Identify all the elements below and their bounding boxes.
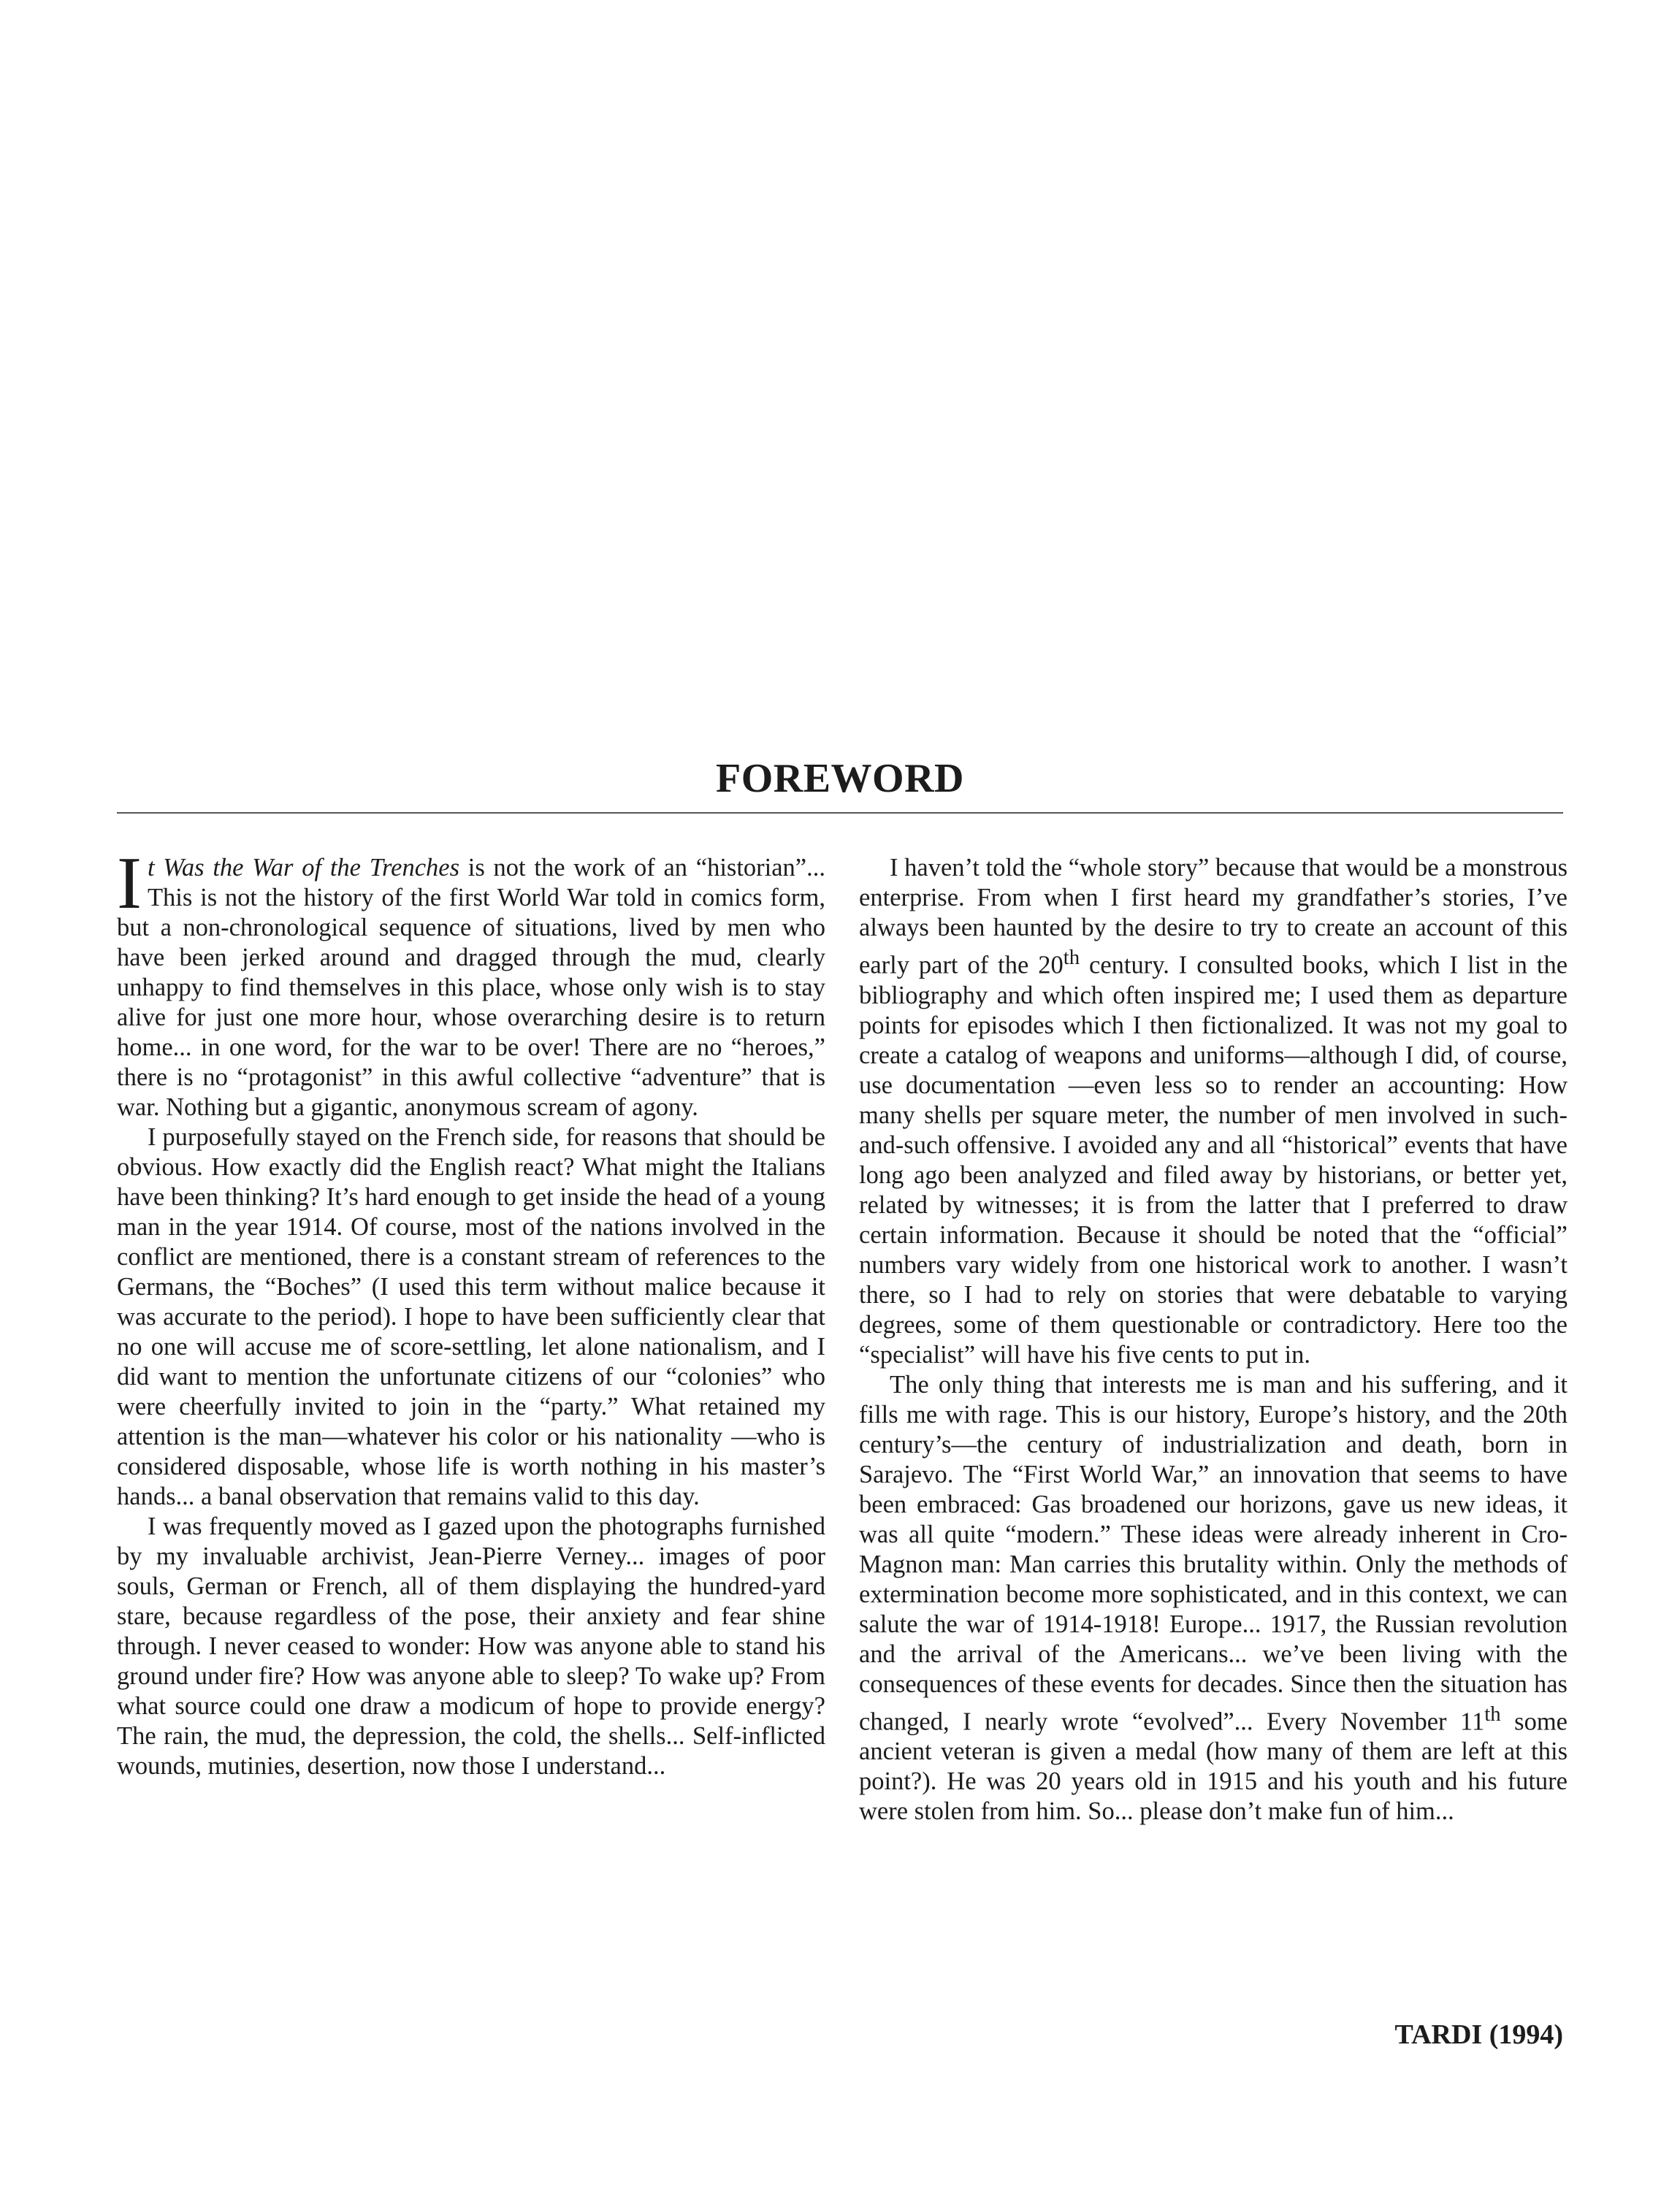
paragraph-3: I was frequently moved as I gazed upon the photographs furnished by my invaluable archivist, Jean-Pierre Verney... images of poor souls, German or French, all of them displaying the hundred-yard stare, because regardless of the pose, their anxiety and fear shine through. I never ceased to wonder: How was anyone able to stand his ground under fire? How was anyone able to sleep? To wake up? From what source could one draw a modicum of hope to provide energy? The rain, the mud, the depression, the cold, the shells... Self-inflicted wounds, mutinies, desertion, now those I understand... xyxy=(117,1513,825,1780)
book-title: t Was the War of the Trenches xyxy=(147,854,460,882)
paragraph-5-text-a: The only thing that interests me is man and his suffering, and it fills me with rage. This is our history, Europe’s history, and the 20th century’s—the century of industrialization and death, born in Sarajevo. The “First World War,” an innovation that seems to have been embraced: Gas broadened our horizons, gave us new ideas, it was all quite “modern.” These ideas were already inherent in Cro-Magnon man: Man carries this brutality within. Only the methods of extermination become more sophisticated, and in this context, we can salute the war of 1914-1918! Europe... 1917, the Russian revolution and the arrival of the Americans... we’ve been living with the consequences of these events for decades. Since then the situation has changed, I nearly wrote “evolved”... Every November 11 xyxy=(859,1370,1568,1735)
left-column xyxy=(117,842,825,1781)
paragraph-5-text-b: some ancient veteran is given a medal (how many of them are left at this point?). He was 20 years old in 1915 and his youth and his future were stolen from him. So... please don’t make fun of him... xyxy=(859,1708,1568,1825)
paragraph-5 xyxy=(859,1370,1568,1827)
ordinal-suffix: th xyxy=(1063,946,1080,969)
right-column xyxy=(859,853,1568,1827)
ordinal-suffix: th xyxy=(1484,1702,1501,1726)
page-title: FOREWORD xyxy=(716,756,964,801)
title-divider xyxy=(117,812,1563,814)
drop-cap: I xyxy=(117,842,142,925)
author-signature: TARDI (1994) xyxy=(1394,2019,1563,2050)
paragraph-1 xyxy=(117,842,825,1123)
paragraph-4 xyxy=(859,853,1568,1370)
paragraph-4-text-a: I haven’t told the “whole story” because that would be a monstrous enterprise. From when I first heard my grandfather’s stories, I’ve always been haunted by the desire to try to create an account of this early part of the 20 xyxy=(859,854,1568,979)
paragraph-2: I purposefully stayed on the French side, for reasons that should be obvious. How exactly did the English react? What might the Italians have been thinking? It’s hard enough to get inside the head of a young man in the year 1914. Of course, most of the nations involved in the conflict are mentioned, there is a constant stream of references to the Germans, the “Boches” (I used this term without malice because it was accurate to the period). I hope to have been sufficiently clear that no one will accuse me of score-settling, let alone nationalism, and I did want to mention the unfortunate citizens of our “colonies” who were cheerfully invited to join in the “party.” What retained my attention is the man—whatever his color or his nationality —who is considered disposable, whose life is worth nothing in his master’s hands... a banal observation that remains valid to this day. xyxy=(117,1123,825,1510)
paragraph-1-text: is not the work of an “historian”... This is not the history of the first World War told in comics form, but a non-chronological sequence of situations, lived by men who have been jerked around and dragged through the mud, clearly unhappy to find themselves in this place, whose only wish is to stay alive for just one more hour, whose overarching desire is to return home... in one word, for the war to be over! There are no “heroes,” there is no “protagonist” in this awful collective “adventure” that is war. Nothing but a gigantic, anonymous scream of agony. xyxy=(117,854,825,1121)
paragraph-4-text-b: century. I consulted books, which I list in the bibliography and which often inspired me; I used them as departure points for episodes which I then fictionalized. It was not my goal to create a catalog of weapons and uniforms—although I did, of course, use documentation —even less so to render an accounting: How many shells per square meter, the number of men involved in such-and-such offensive. I avoided any and all “historical” events that have long ago been analyzed and filed away by historians, or better yet, related by witnesses; it is from the latter that I preferred to draw certain information. Because it should be noted that the “official” numbers vary widely from one historical work to another. I wasn’t there, so I had to rely on stories that were debatable to varying degrees, some of them questionable or contradictory. Here too the “specialist” will have his five cents to put in. xyxy=(859,951,1568,1369)
